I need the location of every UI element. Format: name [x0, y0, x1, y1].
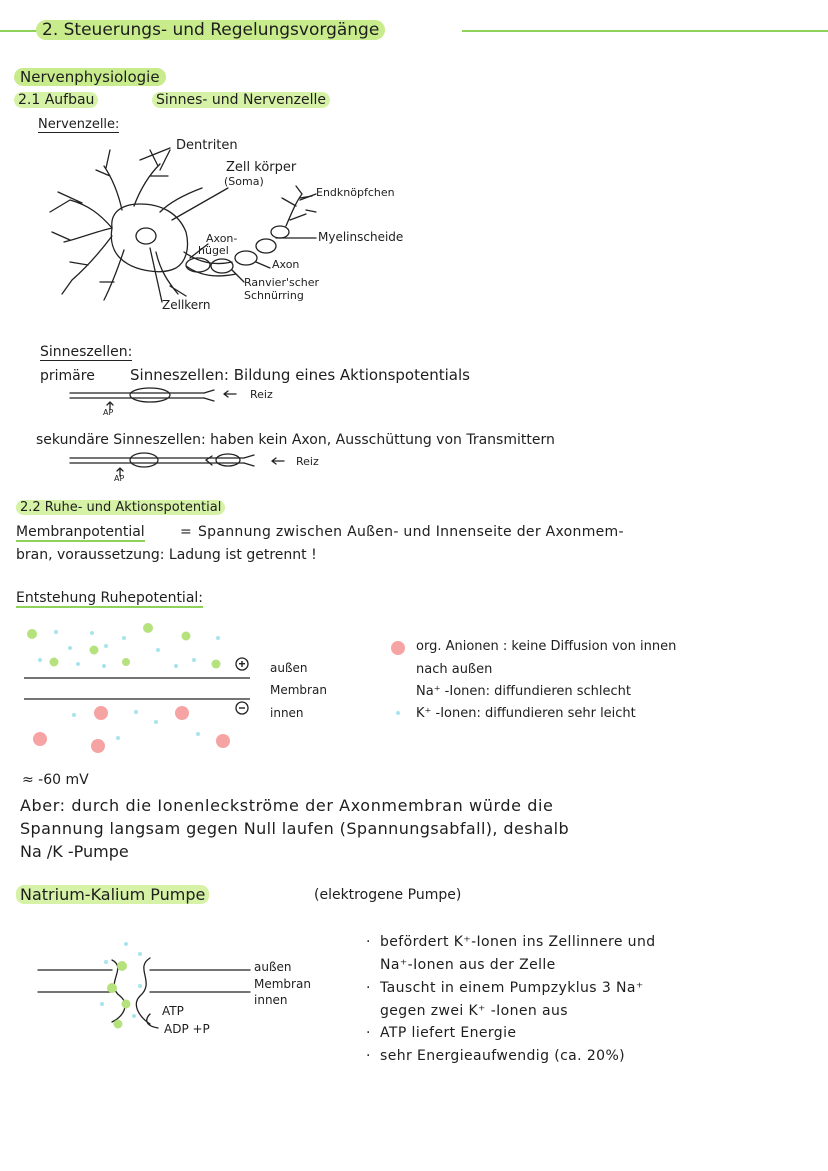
pump-innen-label: innen	[254, 993, 288, 1007]
bullet-marker: ·	[366, 1048, 371, 1064]
label-axonhuegel-1: Axon-	[206, 232, 238, 245]
label-myelinscheide: Myelinscheide	[318, 230, 404, 244]
label-dendriten: Dentriten	[176, 138, 238, 153]
bullet-marker: ·	[366, 1025, 371, 1041]
legend-anionen-1: org. Anionen : keine Diffusion von innen	[416, 639, 677, 654]
label-zellkern: Zellkern	[162, 298, 211, 312]
list-item: befördert K⁺-Ionen ins Zellinnere und	[380, 934, 656, 950]
primaer-text: Sinneszellen: Bildung eines Aktionspotentials	[130, 366, 470, 384]
topic-title: Nervenphysiologie	[14, 68, 166, 86]
entstehung-title: Entstehung Ruhepotential:	[16, 590, 204, 606]
legend-na: Na⁺ -Ionen: diffundieren schlecht	[416, 684, 631, 699]
sekundaer-text: sekundäre Sinneszellen: haben kein Axon, Ausschüttung von Transmittern	[36, 432, 555, 448]
label-axonhuegel-2: hügel	[198, 244, 229, 257]
sekundaer-reiz-label: Reiz	[296, 455, 319, 468]
pumpe-title: Natrium-Kalium Pumpe	[16, 885, 209, 904]
aber-line-3: Na /K -Pumpe	[20, 842, 129, 861]
membranpotential-def-2: bran, voraussetzung: Ladung ist getrennt !	[16, 547, 317, 563]
pumpe-subtitle: (elektrogene Pumpe)	[314, 887, 462, 903]
list-item: sehr Energieaufwendig (ca. 20%)	[380, 1048, 626, 1064]
legend-k: K⁺ -Ionen: diffundieren sehr leicht	[416, 706, 636, 721]
label-endknoepfchen: Endknöpfchen	[316, 186, 395, 199]
pump-adp-label: ADP +P	[164, 1022, 210, 1036]
pump-membran-label: Membran	[254, 977, 311, 991]
voltage-value: ≈ -60 mV	[22, 772, 89, 788]
diagram-aussen-label: außen	[270, 661, 308, 675]
list-item: Tauscht in einem Pumpzyklus 3 Na⁺	[380, 980, 644, 996]
label-axon: Axon	[272, 258, 300, 271]
primaer-label: primäre	[40, 368, 95, 384]
equals-sign: =	[180, 524, 192, 540]
diagram-membran-label: Membran	[270, 683, 327, 697]
label-soma: (Soma)	[224, 175, 264, 188]
label-zellkoerper: Zell körper	[226, 160, 297, 175]
section-title: Sinnes- und Nervenzelle	[152, 92, 330, 108]
diagram-innen-label: innen	[270, 706, 304, 720]
list-item: ATP liefert Energie	[380, 1025, 517, 1041]
list-item: gegen zwei K⁺ -Ionen aus	[380, 1003, 568, 1019]
bullet-marker: ·	[366, 980, 371, 996]
legend-anionen-2: nach außen	[416, 662, 493, 677]
aber-line-1: Aber: durch die Ionenleckströme der Axonmembran würde die	[20, 796, 554, 815]
pump-aussen-label: außen	[254, 960, 292, 974]
primaer-ap-label: AP	[103, 408, 114, 417]
membranpotential-def-1: Spannung zwischen Außen- und Innenseite der Axonmem-	[198, 524, 624, 540]
label-ranvier-2: Schnürring	[244, 289, 304, 302]
pump-atp-label: ATP	[162, 1004, 184, 1018]
subheading-nervenzelle: Nervenzelle:	[38, 117, 120, 132]
primaer-reiz-label: Reiz	[250, 388, 273, 401]
ruhe-section-title: 2.2 Ruhe- und Aktionspotential	[16, 500, 225, 515]
chapter-title: 2. Steuerungs- und Regelungsvorgänge	[36, 20, 385, 40]
sinneszellen-title: Sinneszellen:	[40, 344, 133, 360]
bullet-marker: ·	[366, 934, 371, 950]
list-item: Na⁺-Ionen aus der Zelle	[380, 957, 556, 973]
section-number: 2.1 Aufbau	[14, 92, 98, 108]
sekundaer-ap-label: AP	[114, 474, 125, 483]
label-ranvier-1: Ranvier'scher	[244, 276, 320, 289]
membranpotential-term: Membranpotential	[16, 524, 145, 540]
aber-line-2: Spannung langsam gegen Null laufen (Spannungsabfall), deshalb	[20, 819, 570, 838]
